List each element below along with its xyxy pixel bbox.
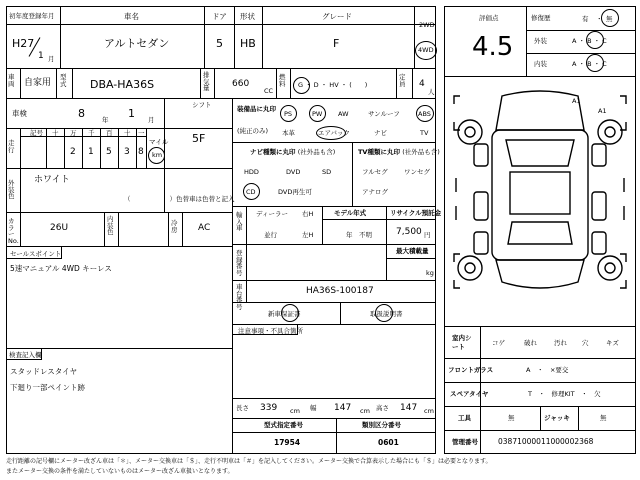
seat-option: コゲ <box>492 339 505 347</box>
displacement-label: 排気量 <box>203 71 210 92</box>
equipment-item: PS <box>284 110 293 118</box>
interior-b-circle <box>586 54 604 72</box>
navi-title: ナビ種類に丸印 (社外品も含) <box>250 148 336 156</box>
cd-circle <box>243 183 260 200</box>
fuel-g-circle <box>293 77 310 94</box>
pw-circle <box>309 105 326 122</box>
new-warranty: 新車保証書 <box>268 310 301 318</box>
displacement-unit: CC <box>264 87 274 95</box>
grade: F <box>333 37 340 50</box>
score-value: 4.5 <box>472 32 514 62</box>
mileage-header-cell: 一 <box>138 129 145 137</box>
tv-option: ワンセグ <box>404 168 430 176</box>
mileage-digit: 2 <box>70 147 76 157</box>
type-no-label: 型式指定番号 <box>264 421 303 429</box>
height: 147 <box>400 403 418 413</box>
max-load-label: 最大積載量 <box>396 247 429 255</box>
height-unit: cm <box>424 407 434 415</box>
equipment-item: サンルーフ <box>368 110 400 118</box>
equipment-item: AW <box>338 110 349 118</box>
class-no: 0601 <box>378 438 399 447</box>
length-label: 長さ <box>236 404 249 412</box>
warranty-circle <box>281 304 299 322</box>
first-reg-month: 1 <box>38 51 44 61</box>
mileage-label: 走行 <box>8 139 15 154</box>
jack-label: ジャッキ <box>544 414 570 422</box>
mileage-header-cell: 百 <box>106 129 113 137</box>
km-circle <box>148 147 165 164</box>
import-label: 輸入車 <box>236 211 243 232</box>
km-label: km <box>152 151 163 159</box>
doors: 5 <box>216 37 223 50</box>
first-reg-label: 初年度登録年月 <box>9 12 55 20</box>
seat-option: 破れ <box>524 339 537 347</box>
mileage-digit: 3 <box>124 147 130 157</box>
manual-circle <box>375 304 393 322</box>
navi-option: HDD <box>244 168 259 176</box>
jack: 無 <box>600 414 607 422</box>
damage-a1-top: A1 <box>572 97 581 105</box>
color-label: 外装色 <box>8 179 15 200</box>
drive-2wd: 2WD <box>419 21 435 29</box>
displacement: 660 <box>232 79 250 89</box>
shaken-label: 車検 <box>12 109 27 118</box>
fuel-label: 燃料 <box>279 73 286 88</box>
notes-label: 注意事項・不具合箇所 <box>238 327 303 335</box>
car-outline-svg <box>448 82 632 324</box>
car-diagram <box>448 82 632 324</box>
length-unit: cm <box>290 407 300 415</box>
shape-label: 形状 <box>240 12 255 21</box>
color-no-label: カラーNo. <box>8 217 19 245</box>
shift-label: シフト <box>192 101 212 109</box>
shaken-year-unit: 年 <box>102 116 109 124</box>
seat-option: 穴 <box>582 339 589 347</box>
interior-label: 内装色 <box>107 215 114 236</box>
width: 147 <box>334 403 352 413</box>
interior-grades: A ・ B ・ C <box>572 60 607 68</box>
max-load-unit: kg <box>426 269 434 277</box>
color-no: 26U <box>50 223 69 233</box>
exterior-grades: A ・ B ・ C <box>572 37 607 45</box>
repair-dot: ・ <box>596 15 603 23</box>
repair-yes: 有 <box>582 15 589 23</box>
equipment-item: TV <box>420 129 429 137</box>
mileage-digit: 8 <box>138 147 144 157</box>
first-reg-month-unit: 月 <box>48 55 55 63</box>
damage-a1-side: A1 <box>598 107 607 115</box>
equipment-item: ABS <box>418 110 431 118</box>
navi-option: DVD再生可 <box>278 188 312 196</box>
footer-line2: またメーター交換の条件を満たしていないものはメーター改ざん車扱いとなります。 <box>6 468 234 475</box>
first-reg-year: H27 <box>12 37 35 50</box>
tools: 無 <box>508 414 515 422</box>
exterior-grade-label: 外装 <box>534 37 547 45</box>
sales-point-text: 5速マニュアル 4WD キーレス <box>10 264 112 273</box>
length: 339 <box>260 403 278 413</box>
drive-4wd: 4WD <box>418 46 434 54</box>
inspector-label: 検査記入欄 <box>9 351 42 359</box>
tools-label: 工具 <box>458 414 471 422</box>
model-label: 型式 <box>60 73 67 88</box>
equipment-item: PW <box>312 110 323 118</box>
ps-circle <box>280 105 297 122</box>
repair-no-circle <box>601 9 619 27</box>
mile-label: マイル <box>149 138 169 146</box>
model-year-label: モデル年式 <box>334 209 367 217</box>
score-label: 評価点 <box>479 14 499 22</box>
shape: HB <box>240 37 256 50</box>
grade-label: グレード <box>322 12 352 21</box>
front-glass-label: フロントガラス <box>448 366 494 374</box>
width-label: 幅 <box>310 404 317 412</box>
tv-option: アナログ <box>362 188 388 196</box>
abs-circle <box>416 105 434 122</box>
equipment-item: エアバック <box>318 129 350 137</box>
mileage-header-cell: 千 <box>88 129 95 137</box>
chassis-label: 車台番号 <box>236 283 243 311</box>
chassis: HA36S-100187 <box>306 286 374 296</box>
car-class-label: 車両 <box>8 73 15 88</box>
tv-title: TV種類に丸印 (社外品も含) <box>358 148 440 156</box>
exterior-b-circle <box>586 31 604 49</box>
width-unit: cm <box>360 407 370 415</box>
capacity: 4 <box>419 79 425 89</box>
equipment-subtitle: (純正のみ) <box>237 127 269 135</box>
import-dealer: ディーラー <box>256 210 288 218</box>
height-label: 高さ <box>376 404 389 412</box>
ac: AC <box>198 223 211 233</box>
recycle-label: リサイクル預託金 <box>390 209 442 217</box>
recycle-unit: 円 <box>424 231 431 239</box>
class-no-label: 類別区分番号 <box>362 421 401 429</box>
fuel-options: G ・ D ・ HV ・ ( ) <box>298 81 368 89</box>
spare-label: スペアタイヤ <box>450 390 489 398</box>
shaken-month: 1 <box>128 107 135 120</box>
seat-label: 室内シート <box>452 334 472 352</box>
mileage-header-cell: 十 <box>124 129 131 137</box>
recycle: 7,500 <box>396 227 422 237</box>
footer-line1: 走行距離の記号欄にメーター改ざん車は「＊」、メーター交換車は「＄」、走行不明車は「＃」を記入してください。メーター交換で合算表示した場合にも「＄」は必要となります。 <box>6 458 492 465</box>
repair-label: 修復歴 <box>531 14 551 22</box>
manual: 取扱説明書 <box>370 310 403 318</box>
interior-grade-label: 内装 <box>534 60 547 68</box>
mgmt: 03871000011000002368 <box>498 437 594 446</box>
shift: 5F <box>192 132 206 145</box>
repair-no: 無 <box>606 15 613 23</box>
color: ホワイト <box>34 175 70 185</box>
shaken-month-unit: 月 <box>148 116 155 124</box>
mileage-header-cell: 十 <box>52 129 59 137</box>
inspector-line2: 下廻り一部ペイント跡 <box>10 383 85 392</box>
front-glass: A ・ ×要交 <box>526 366 569 374</box>
drive-4wd-circle <box>415 41 437 60</box>
model-year: 年 不明 <box>346 231 372 239</box>
import-left: 左H <box>302 231 314 239</box>
tv-option: フルセグ <box>362 168 388 176</box>
import-right: 右H <box>302 210 314 218</box>
car-class: 自家用 <box>24 78 52 88</box>
mgmt-label: 管理番号 <box>452 438 478 446</box>
door-label: ドア <box>212 12 227 21</box>
car-name-label: 車名 <box>124 12 139 21</box>
seat-option: 汚れ <box>554 339 567 347</box>
shaken-year: 8 <box>78 107 85 120</box>
mileage-digit: 1 <box>88 147 94 157</box>
spare: T ・ 修理KIT ・ 欠 <box>528 390 601 398</box>
capacity-label: 定員 <box>399 73 406 88</box>
import-parallel: 並行 <box>264 231 277 239</box>
inspector-line1: スタッドレスタイヤ <box>10 367 78 376</box>
type-no: 17954 <box>274 438 301 447</box>
seat-option: キズ <box>606 339 619 347</box>
reg-no-label: 登録番号 <box>236 249 243 277</box>
color-change-note: （ ）色替車は色替と記入 <box>124 195 235 203</box>
mileage-digit: 5 <box>106 147 112 157</box>
ac-label: 冷房 <box>171 219 178 234</box>
mileage-header-cell: 記号 <box>30 129 43 137</box>
equipment-title: 装備品に丸印 <box>237 105 276 113</box>
navi-option: SD <box>322 168 332 176</box>
sales-point-label: セールスポイント <box>10 250 62 258</box>
model: DBA-HA36S <box>90 78 155 91</box>
airbag-circle <box>316 126 346 140</box>
car-name: アルトセダン <box>104 37 170 50</box>
capacity-unit: 人 <box>428 88 435 96</box>
navi-option: DVD <box>286 168 301 176</box>
navi-option: CD <box>246 188 256 196</box>
equipment-item: ナビ <box>374 129 387 137</box>
mileage-header-cell: 万 <box>70 129 77 137</box>
equipment-item: 本革 <box>282 129 295 137</box>
